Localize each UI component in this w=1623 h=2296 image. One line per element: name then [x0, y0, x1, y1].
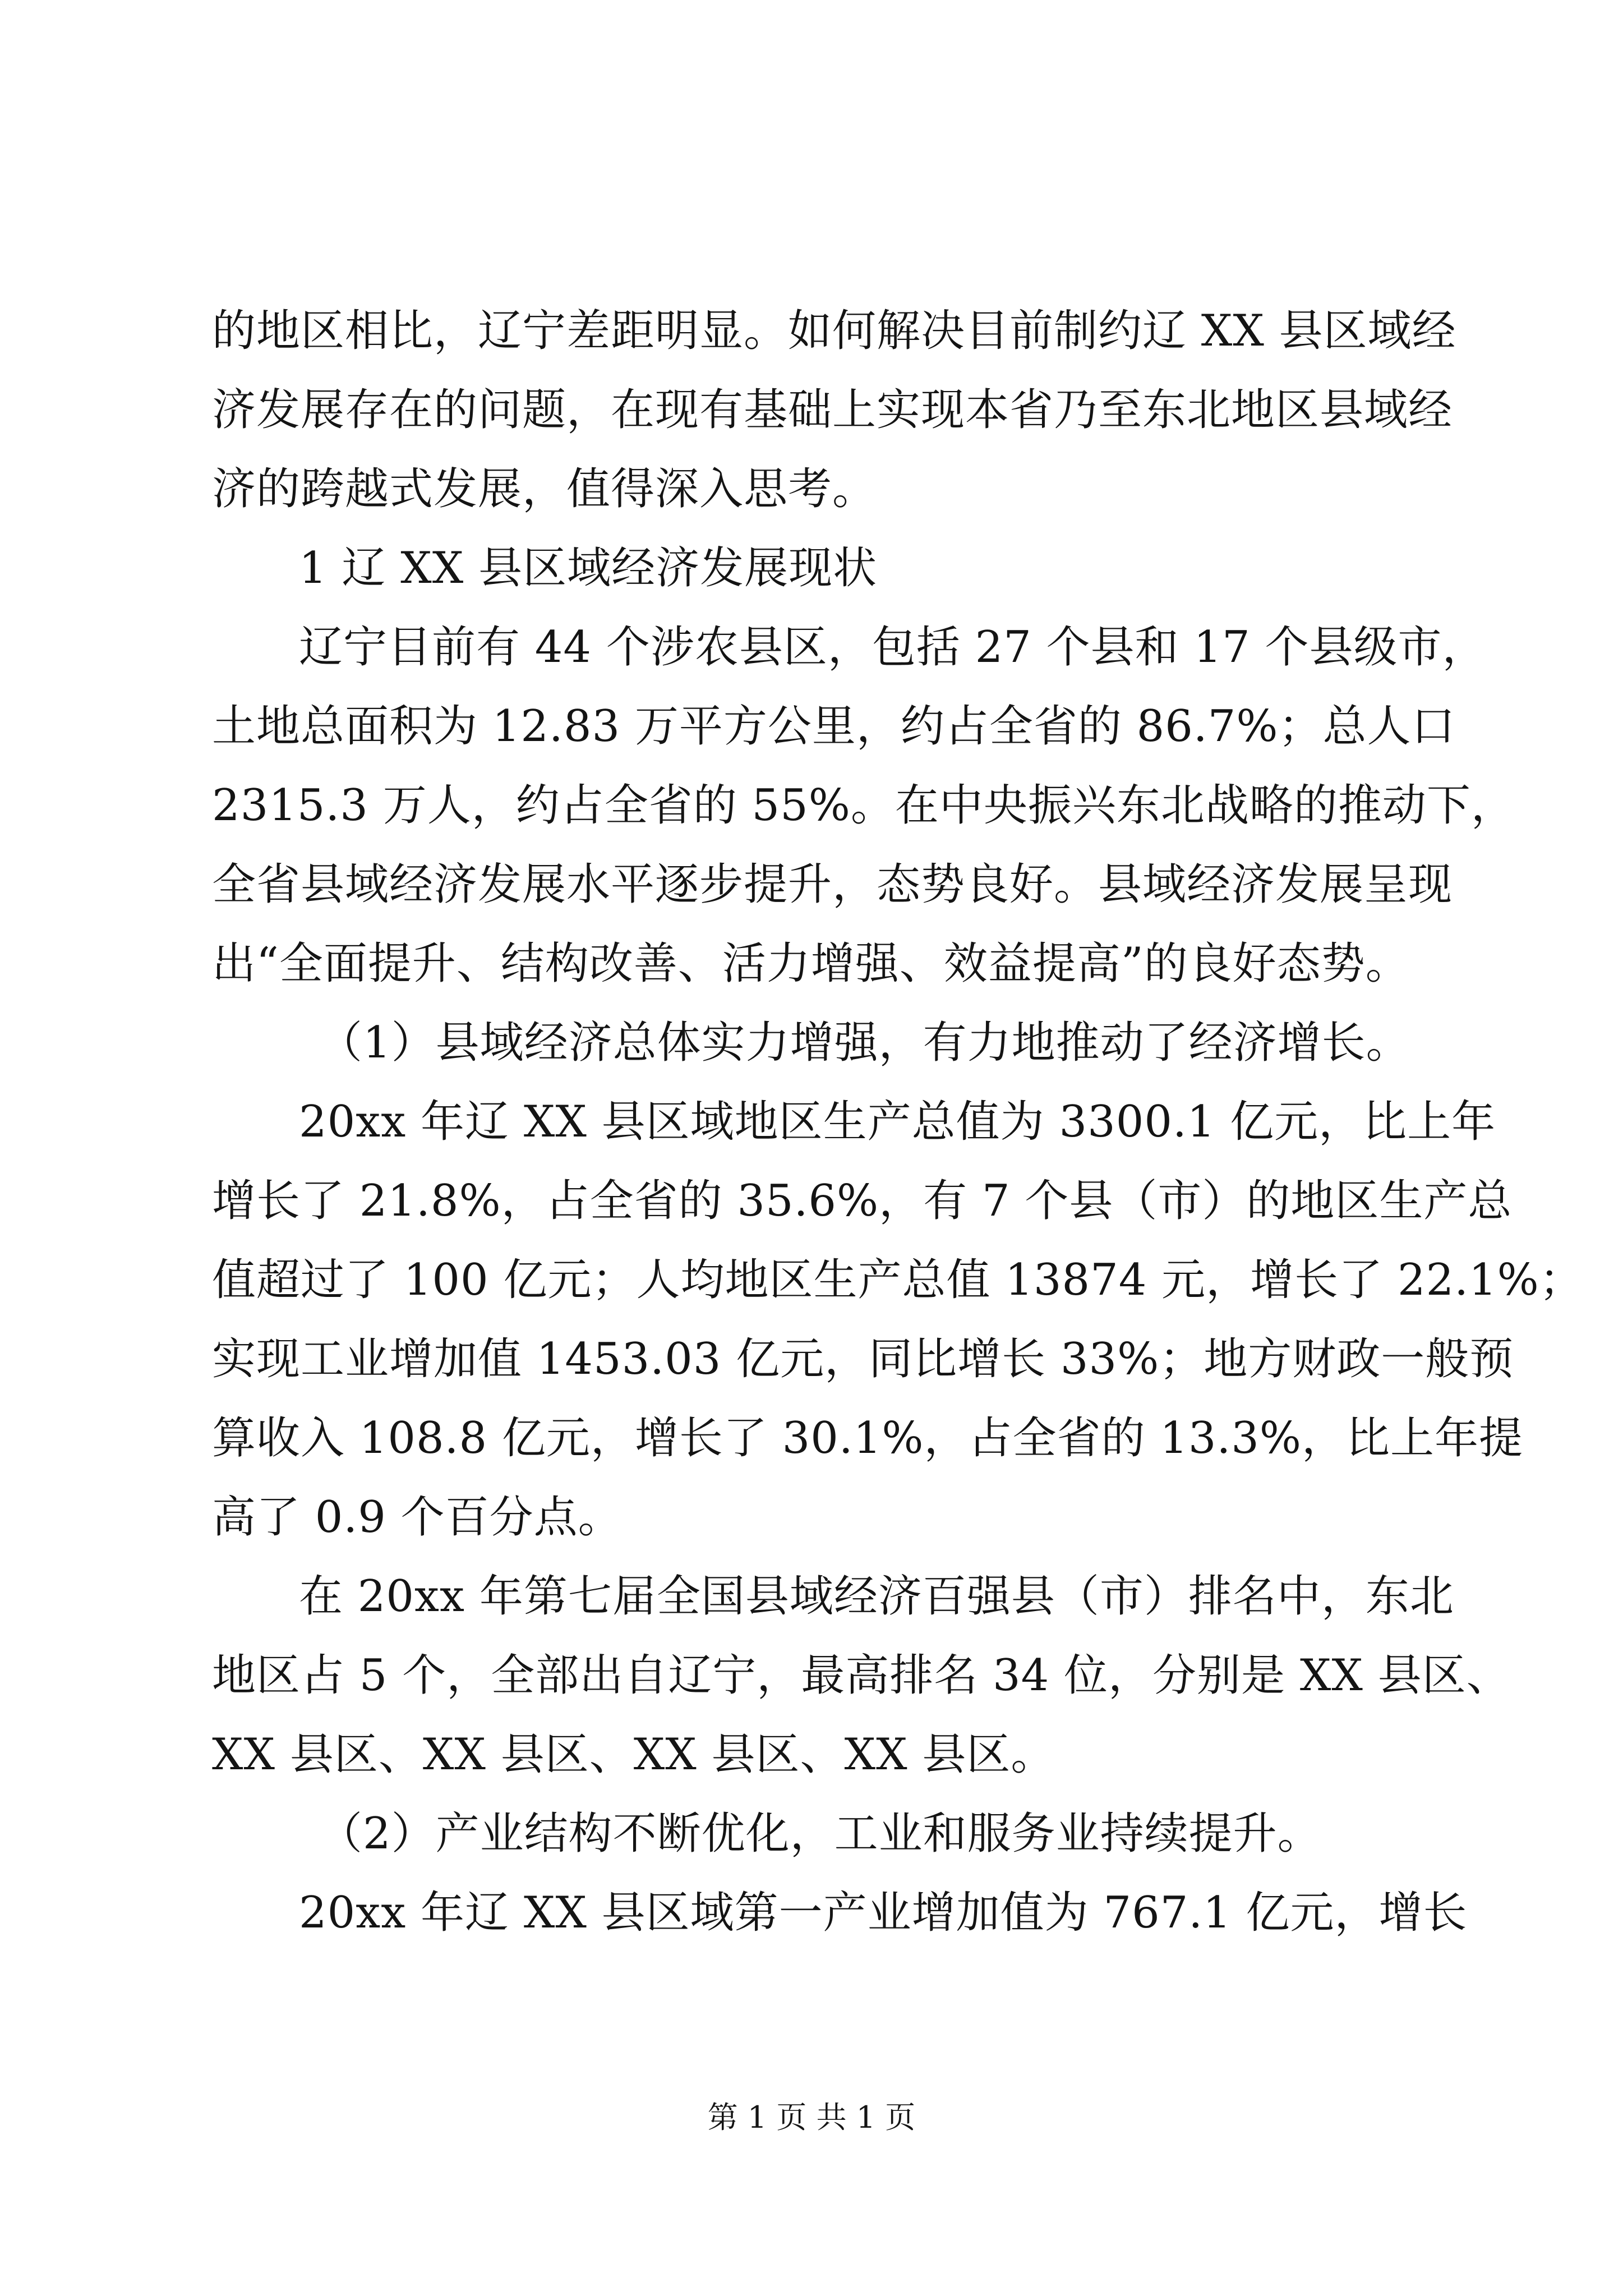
text-line: 出“全面提升、结构改善、活力增强、效益提高”的良好态势。 [212, 938, 1410, 989]
text-line: 全省县域经济发展水平逐步提升，态势良好。县域经济发展呈现 [212, 859, 1453, 910]
subsection-heading: （2）产业结构不断优化，工业和服务业持续提升。 [319, 1809, 1322, 1859]
text-line: 增长了 21.8%，占全省的 35.6%，有 7 个县（市）的地区生产总 [212, 1176, 1513, 1226]
text-line: 实现工业增加值 1453.03 亿元，同比增长 33%；地方财政一般预 [212, 1334, 1514, 1384]
text-line: 济发展存在的问题，在现有基础上实现本省乃至东北地区县域经 [212, 385, 1453, 435]
text-line: 辽宁目前有 44 个涉农县区，包括 27 个县和 17 个县级市， [299, 622, 1487, 673]
text-line: 地区占 5 个，全部出自辽宁，最高排名 34 位，分别是 XX 县区、 [212, 1650, 1511, 1701]
text-line: 土地总面积为 12.83 万平方公里，约占全省的 86.7%；总人口 [212, 701, 1456, 752]
page-footer: 第 1 页 共 1 页 [707, 2100, 916, 2135]
text-line: 2315.3 万人，约占全省的 55%。在中央振兴东北战略的推动下， [212, 780, 1515, 831]
text-line: 算收入 108.8 亿元，增长了 30.1%，占全省的 13.3%，比上年提 [212, 1413, 1524, 1464]
text-line: 在 20xx 年第七届全国县域经济百强县（市）排名中，东北 [299, 1571, 1454, 1622]
section-heading: 1 辽 XX 县区域经济发展现状 [299, 543, 878, 593]
text-line: 的地区相比，辽宁差距明显。如何解决目前制约辽 XX 县区域经 [212, 306, 1456, 356]
body-text [212, 292, 1584, 1953]
text-line: 值超过了 100 亿元；人均地区生产总值 13874 元，增长了 22.1%； [212, 1255, 1584, 1305]
text-line: 20xx 年辽 XX 县区域地区生产总值为 3300.1 亿元，比上年 [299, 1097, 1496, 1147]
text-line: 20xx 年辽 XX 县区域第一产业增加值为 767.1 亿元，增长 [299, 1888, 1468, 1938]
text-line: 高了 0.9 个百分点。 [212, 1492, 623, 1543]
text-line: 济的跨越式发展，值得深入思考。 [212, 464, 877, 514]
subsection-heading: （1）县域经济总体实力增强，有力地推动了经济增长。 [319, 1018, 1410, 1068]
text-line: XX 县区、XX 县区、XX 县区、XX 县区。 [212, 1729, 1055, 1780]
